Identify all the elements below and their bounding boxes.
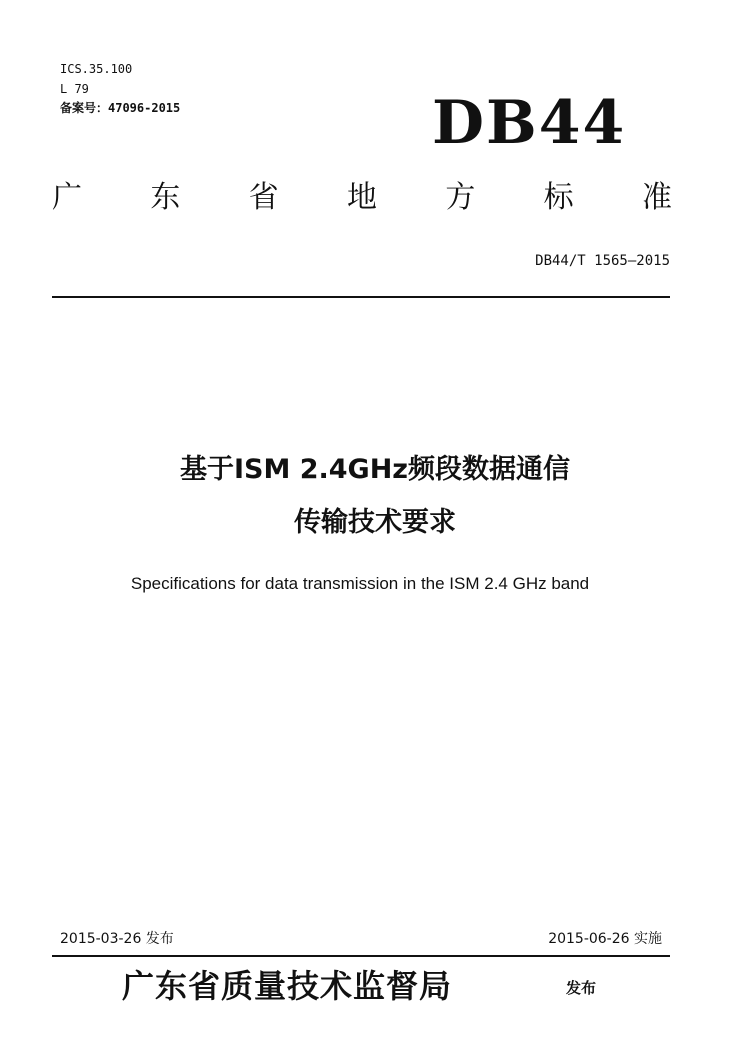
- standard-type-char: 省: [248, 180, 279, 215]
- db-mark: DB44: [432, 88, 627, 158]
- title-en: Specifications for data transmission in the ISM 2.4 GHz band: [130, 574, 590, 593]
- standard-type-char: 东: [150, 180, 181, 215]
- standard-type-char: 广: [52, 180, 82, 215]
- issuer-action: 发布: [566, 979, 597, 997]
- classification-code: L 79: [60, 82, 89, 96]
- standard-type-char: 标: [543, 180, 574, 215]
- record-number: 备案号：47096-2015: [60, 101, 181, 115]
- release-date: 2015-03-26 发布: [60, 931, 174, 947]
- top-rule: [52, 296, 670, 298]
- issuer-name: 广东省质量技术监督局: [122, 967, 453, 1005]
- standard-type-char: 方: [445, 180, 476, 215]
- bottom-rule: [52, 955, 670, 957]
- standard-type-char: 地: [346, 180, 377, 215]
- standard-type-char: 准: [641, 180, 672, 215]
- standard-type: [52, 174, 672, 222]
- implementation-date: 2015-06-26 实施: [548, 931, 662, 947]
- ics-code: ICS.35.100: [60, 62, 133, 76]
- standard-number: DB44/T 1565—2015: [535, 253, 670, 269]
- title-cn-line1: 基于ISM 2.4GHz频段数据通信: [179, 454, 571, 485]
- title-cn-line2: 传输技术要求: [294, 507, 456, 538]
